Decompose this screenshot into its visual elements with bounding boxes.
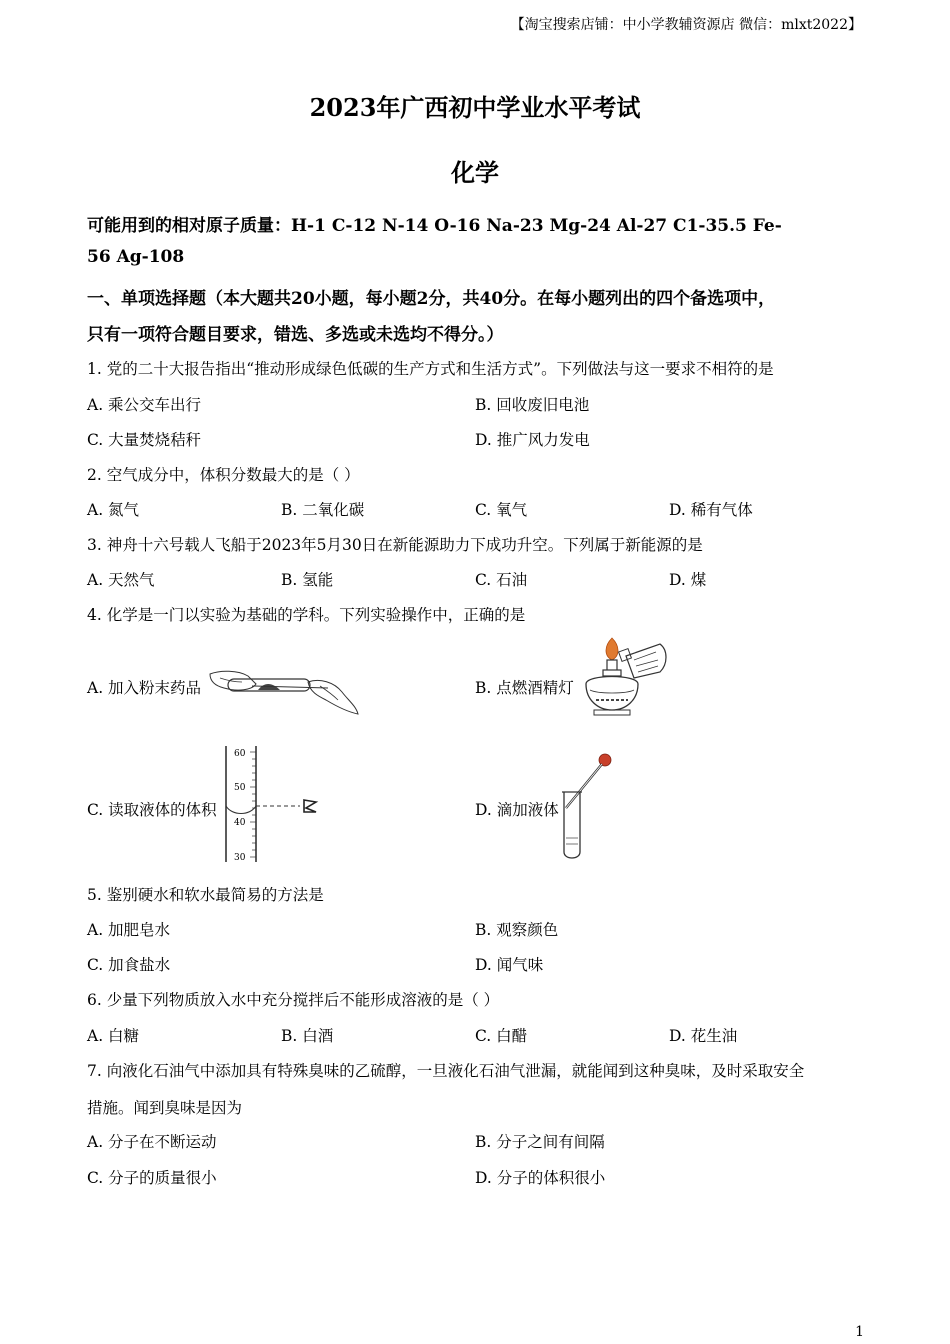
page-number: 1 bbox=[855, 1324, 864, 1340]
alcohol-lamp-figure bbox=[576, 634, 670, 720]
atomic-masses-line2: 56 Ag-108 bbox=[87, 247, 185, 267]
q6-option-b: B. 白酒 bbox=[281, 1027, 334, 1045]
q2-option-a: A. 氮气 bbox=[87, 501, 140, 519]
q7-option-a: A. 分子在不断运动 bbox=[87, 1133, 217, 1151]
q6-option-a: A. 白糖 bbox=[87, 1027, 140, 1045]
q5-option-b: B. 观察颜色 bbox=[475, 921, 559, 939]
q2-option-c: C. 氧气 bbox=[475, 501, 528, 519]
q7-option-d: D. 分子的体积很小 bbox=[475, 1169, 606, 1187]
q6-option-c: C. 白醋 bbox=[475, 1027, 528, 1045]
header-note: 【淘宝搜索店铺：中小学教辅资源店 微信：mlxt2022】 bbox=[510, 17, 862, 33]
q4-option-c: C. 读取液体的体积 bbox=[87, 801, 217, 819]
cylinder-tick-60: 60 bbox=[234, 749, 246, 759]
q3-option-d: D. 煤 bbox=[669, 571, 707, 589]
q1-option-d: D. 推广风力发电 bbox=[475, 431, 590, 449]
q1-option-b: B. 回收废旧电池 bbox=[475, 396, 590, 414]
q6-option-d: D. 花生油 bbox=[669, 1027, 738, 1045]
q7-option-b: B. 分子之间有间隔 bbox=[475, 1133, 605, 1151]
q4-option-d: D. 滴加液体 bbox=[475, 801, 559, 819]
cylinder-tick-40: 40 bbox=[234, 818, 246, 828]
q5-option-d: D. 闻气味 bbox=[475, 956, 544, 974]
graduated-cylinder-figure bbox=[224, 742, 322, 866]
question-5-stem: 5. 鉴别硬水和软水最简易的方法是 bbox=[87, 886, 324, 904]
question-4-stem: 4. 化学是一门以实验为基础的学科。下列实验操作中，正确的是 bbox=[87, 606, 526, 624]
subject-title: 化学 bbox=[451, 158, 499, 187]
exam-title: 2023年广西初中学业水平考试 bbox=[309, 93, 641, 122]
q3-option-c: C. 石油 bbox=[475, 571, 528, 589]
cylinder-tick-50: 50 bbox=[234, 783, 246, 793]
q1-option-a: A. 乘公交车出行 bbox=[87, 396, 202, 414]
q2-option-d: D. 稀有气体 bbox=[669, 501, 753, 519]
dropper-test-tube-figure bbox=[560, 752, 614, 864]
section-heading-line2: 只有一项符合题目要求，错选、多选或未选均不得分。） bbox=[87, 325, 504, 345]
q5-option-a: A. 加肥皂水 bbox=[87, 921, 171, 939]
question-2-stem: 2. 空气成分中，体积分数最大的是（ ） bbox=[87, 466, 360, 484]
q2-option-b: B. 二氧化碳 bbox=[281, 501, 365, 519]
q3-option-b: B. 氢能 bbox=[281, 571, 334, 589]
question-7-stem-line1: 7. 向液化石油气中添加具有特殊臭味的乙硫醇，一旦液化石油气泄漏，就能闻到这种臭味，及时采取安全 bbox=[87, 1062, 805, 1080]
section-heading-line1: 一、单项选择题（本大题共20小题，每小题2分，共40分。在每小题列出的四个备选项中， bbox=[87, 289, 776, 309]
question-6-stem: 6. 少量下列物质放入水中充分搅拌后不能形成溶液的是（ ） bbox=[87, 991, 500, 1009]
atomic-masses-line1: 可能用到的相对原子质量：H-1 C-12 N-14 O-16 Na-23 Mg-24 Al-27 C1-35.5 Fe- bbox=[87, 216, 782, 236]
cylinder-tick-30: 30 bbox=[234, 853, 246, 863]
q4-option-a: A. 加入粉末药品 bbox=[87, 679, 202, 697]
question-3-stem: 3. 神舟十六号载人飞船于2023年5月30日在新能源助力下成功升空。下列属于新能源的是 bbox=[87, 536, 703, 554]
q5-option-c: C. 加食盐水 bbox=[87, 956, 171, 974]
q3-option-a: A. 天然气 bbox=[87, 571, 155, 589]
q7-option-c: C. 分子的质量很小 bbox=[87, 1169, 217, 1187]
question-1-stem: 1. 党的二十大报告指出“推动形成绿色低碳的生产方式和生活方式”。下列做法与这一要求不相符的是 bbox=[87, 360, 774, 378]
q4-option-b: B. 点燃酒精灯 bbox=[475, 679, 574, 697]
q1-option-c: C. 大量焚烧秸秆 bbox=[87, 431, 202, 449]
powder-test-tube-figure bbox=[208, 662, 360, 718]
question-7-stem-line2: 措施。闻到臭味是因为 bbox=[87, 1099, 243, 1117]
